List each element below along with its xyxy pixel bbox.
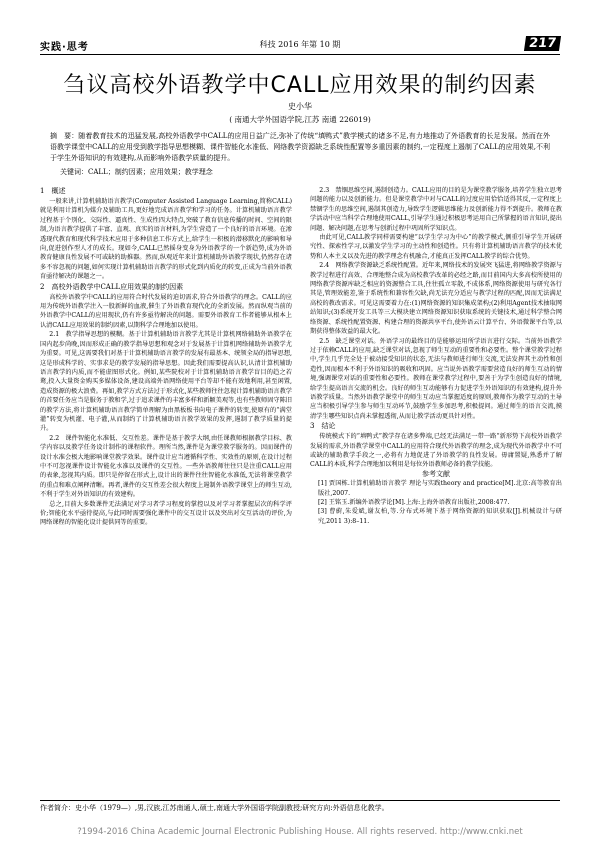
author-name: 史小华 [288, 102, 312, 111]
paragraph: 一般来讲,计算机辅助语言教学(Computer Assisted Language Learning,简称CALL)就是利用计算机为媒介及辅助工具,更好地完成语言教学和学习的任务。计算机辅助语言教学过程基于个别化、交际性、逼真性、生成性四大特点,突破了教育信息传播的时间、空间的限制,为语言教学提供了丰富、直观、真实的语言材料,为学生营造了一个良好的语言环境。在渗透现代教育和现代科学技术应用于多种信息工作方式上,给学生一积极的潜移默化的影响和导向,促进创作型人才的成长。现如今,CALL已然摇身变身为外语教学的一个新趋势,成为外语教育健康良性发展不可或缺的助推器。然而,纵观近年来计算机辅助外语教学现状,仍然存在诸多不容忽视的问题,如何实现计算机辅助语言教学的形式化到内质化的转变,正成为当前外语教育亟待解决的课题之一。 [40, 198, 292, 281]
reference-item: [1] 贾国栋.计算机辅助语言教学 理论与实践theory and practice[M].北京:高等教育出版社,2007. [318, 480, 562, 497]
left-column [40, 186, 292, 728]
article-title: 刍议高校外语教学中CALL应用效果的制约因素 [63, 73, 537, 98]
journal-issue: 科技 2016 年第 10 期 [259, 40, 341, 49]
section-heading: 2 高校外语教学中CALL应用效果的制约因素 [40, 282, 184, 291]
reference-item: [3] 曹蔚,朱爱斌,谢友柏,等.分布式环境下基于网络资源的知识获取[J].机械设计与研究,2011 3):8–11. [318, 508, 562, 525]
keywords: 关键词：CALL；制约因素；应用效果；教学理念 [60, 168, 213, 176]
abstract: 摘 要：随着教育技术的迅猛发展,高校外语教学中CALL的应用日益广泛,弥补了传统“填鸭式”教学模式的诸多不足,有力地推动了外语教育的长足发展。然而在外语教学课堂中CALL的应用受到教学指导思想模糊、课件智能化水准低、网络教学资源缺乏系统性配置等多重因素的制约,一定程度上遏制了CALL的应用效果,不利于学生外语知识的有效建构,从而影响外语教学质量的提升。 [50, 132, 550, 162]
section-heading: 3 结论 [310, 422, 336, 431]
copyright-watermark: ?1994-2016 China Academic Journal Electronic Publishing House. All rights reserved. http://www.cnki.net [77, 827, 523, 837]
author-affiliation: ( 南通大学外国语学院,江苏 南通 226019) [229, 115, 371, 124]
reference-item: [2] 王铭玉.新编外语教学论[M].上海:上海外语教育出版社,2008:477. [318, 499, 510, 506]
author-footnote: 作者简介：史小华（1979—）,男,汉族,江苏南通人,硕士,南通大学外国语学院副教授;研究方向:外语信息化教学。 [40, 800, 560, 813]
section-label: 实践·思考 [40, 42, 89, 53]
references-heading: 参考文献 [422, 469, 450, 478]
paragraph: 总之,目前大多数课件无法满足对学习者学习程度的掌控以及对学习者掌握层次的科学评价;智能化水平亟待提高,与此同时需要强化课件中的交互设计以及突出对交互活动的评价,为网络课程的智能化设计提供同等的重要。 [40, 500, 292, 527]
right-column [310, 186, 562, 728]
paragraph: 2.3 禁锢思维空间,遏制创造力。CALL应用的目的是为课堂教学服务,培养学生独立思考问题的能力以及创新能力。但是课堂教学中对与CALL的过度应用恰恰适得其反,一定程度上禁锢学生的思维空间,遏制其创造力,导致学生逻辑思维能力及创新能力得不到提升。教师在教学活动中应当科学合理地使用CALL,引导学生通过积极思考运用自己所掌握的语言知识,提出问题、解决问题,在思考与创新过程中巩固所学知识点。 [310, 187, 562, 232]
page-number: 217 [524, 36, 561, 51]
paragraph: 传统模式下的“填鸭式”教学存在诸多弊端,已经无法满足一带一路“新形势下高校外语教学发展的需求,外语教学课堂中CALL的应用符合现代外语教学的理念,成为现代外语教学中不可或缺的辅助教学手段之一,必将有力地促进了外语教学的良性发展。毋庸置疑,熟悉并了解CALL的本质,科学合理地加以利用是每位外语教师必备的教学技能。 [310, 433, 562, 469]
running-head [40, 38, 560, 55]
section-heading: 1 概述 [40, 187, 66, 195]
paragraph: 2.5 缺乏课堂对话。外语学习的最终目的是能够运用所学语言进行交际。当前外语教学过于依赖CALL的应用,缺乏课堂对话,忽视了师生互动的重要性和必要性。整个课堂教学过程中,学生几乎完全处于被动接受知识的状态,无法与教师进行师生交流,无法发挥其主动性和创造性,因而根本不利于外语知识的吸收和巩固。应当说外语教学需要营造良好的师生互动的情境,强调课堂对话的重要性和必要性。教师在课堂教学过程中,要善于为学生创造良好的情境,给学生提高语言交流的机会。良好的师生互动能够有力促进学生外语知识的有效建构,提升外语教学质量。当然外语教学课堂中的师生互动应当掌握适度的原则,教师作为教学互动的主导应当积极引导学生参与师生互动环节,鼓励学生多加思考,积极提问。通过师生的语言交流,摸清学生哪些知识点尚未掌握透彻,从而让教学活动更具针对性。 [310, 337, 562, 420]
paragraph: 2.1 教学指导思想的模糊。基于计算机辅助语言教学尤其是计算机网络辅助外语教学在国内起步尚晚,因而形成正确的教学指导思想和观念对于发展基于计算机网络辅助外语教学尤为重要。可见,这需要我们对基于计算机辅助语言教学的发展有最基本、统领全局的指导思想,这是形成科学的、实事求是的教学发展的指导思想。因此我们需要提高认识,认清计算机辅助语言教学的内质,而不能虚图形式化。例如,某些院校对于计算机辅助语言教学盲目的趋之若鹜,投入大量资金购买多媒体设备,建设高端外语网络使用平台等却不能有效地利用,甚至闲置,造成资源的极大浪费。再如,教学方式方法过于形式化,某些教师往往忽视计算机辅助语言教学的首要任务应当是服务于教和学,过于追求课件的丰富多样和新颖美观等,也有些教师固守陈旧的教学方法,将计算机辅助语言教学简单理解为由黑板板书向电子课件的转变,使原有的“满堂灌”转变为机灌、电子灌,从而制约了计算机辅助语言教学效果的发挥,遏制了教学质量的提升。 [40, 331, 292, 433]
paragraph: 高校外语教学中CALL的应用符合时代发展的迫切需求,符合外语教学的理念。CALL的应用为传统外语教学注入一股新鲜的血液,催生了外语教育现代化的全新发展。然而纵观当前的外语教学中CALL的应用现状,仍有许多亟待解决的问题。需要外语教育工作者能够从根本上认清CALL应用效果的制约因素,以期科学合理地加以使用。 [40, 293, 292, 329]
paragraph: 2.2 课件智能化水准低、交互性差。课件是基于教学大纲,由任课教师根据教学目标、教学内容以及教学任务设计制作的课程软件。理所当然,课件是为课堂教学服务的。因而课件的设计水准会极大地影响课堂教学效果。课件设计应当遵循科学性、实效性的原则,在设计过程中不可忽视课件设计智能化水准以及课件的交互性。一些外语教师往往只是注重CALL应用的表象,忽视其内质。即只是停留在形式上,设计出的课件往往智能化水准低,无法将课堂教学的重点和难点阐释清晰。再者,课件的交互性差会很大程度上遏制外语教学课堂上的师生互动,不利于学生对外语知识的有效建构。 [40, 434, 292, 499]
paragraph: 2.4 网络教学资源缺乏系统性配置。近年来,网络技术的发展突飞猛进,将网络教学资源与教学过程进行高效、合理地整合成为高校教学改革的必经之路,而目前国内大多高校所使用的网络教学资源库缺乏相应的资源整合工具,往往孤立零散,不成体系,网络资源使用与研究各行其是,管理效能差,鉴于系统性和兼容性欠缺,尚无法充分适应与教学过程的匹配,因而无法满足高校的教改需求。可见这需要着力在:(1)网络资源的知识集成架构;(2)利用Agent技术抽取网站知识;(3)系统开发工具等三大模块建立网络资源知识获取系统的关键技术,通过科学整合网络资源、系统性配置资源、构建合理的资源共享平台,使外语云计算平台、外语微课平台等,以期获得整体效益的最大化。 [310, 262, 562, 336]
paragraph: 由此可见,CALL教学同样需要构建“以学生学习为中心”的教学模式,侧重引导学生开展研究性、探索性学习,以激发学生学习的主动性和创造性。只有将计算机辅助语言教学的技术优势和人本主义以及先进的教学理念有机融合,才能真正发挥CALL教学的综合优势。 [310, 234, 562, 260]
